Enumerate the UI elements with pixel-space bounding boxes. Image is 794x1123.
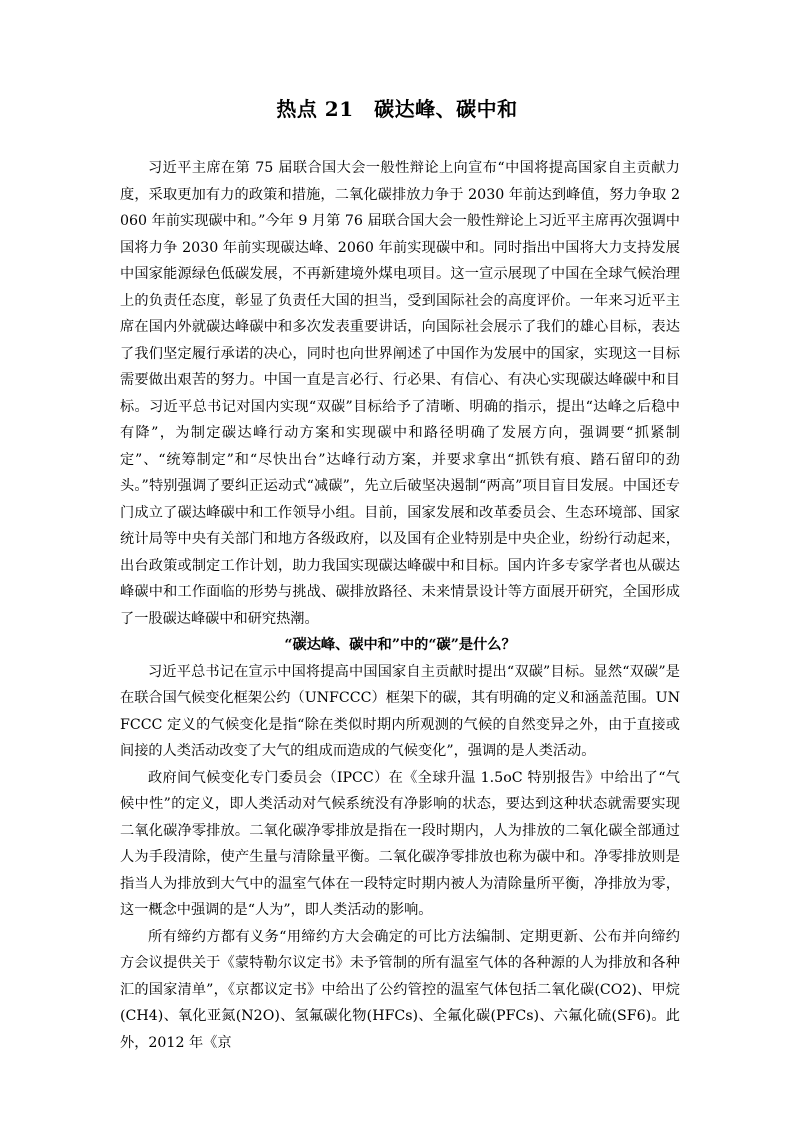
section-paragraph-2: 政府间气候变化专门委员会（IPCC）在《全球升温 1.5oC 特别报告》中给出了“气候中性”的定义，即人类活动对气候系统没有净影响的状态，要达到这种状态就需要实现二氧化碳净零排放。二氧化碳净零排放是指在一段时期内，人为排放的二氧化碳全部通过人为手段清除，使产生量与清除量平衡。二氧化碳净零排放也称为碳中和。净零排放则是指当人为排放到大气中的温室气体在一段特定时期内被人为清除量所平衡，净排放为零，这一概念中强调的是“人为”，即人类活动的影响。 [120,769,680,918]
section-heading: “碳达峰、碳中和”中的“碳”是什么？ [284,637,516,653]
intro-paragraph: 习近平主席在第 75 届联合国大会一般性辩论上向宣布“中国将提高国家自主贡献力度，采取更加有力的政策和措施，二氧化碳排放力争于 2030 年前达到峰值，努力争取 2060 年前实现碳中和。”今年 9 月第 76 届联合国大会一般性辩论上习近平主席再次强调中国将力争 2030 年前实现碳达峰、2060 年前实现碳中和。同时指出中国将大力支持发展中国家能源绿色低碳发展，不再新建境外煤电项目。这一宣示展现了中国在全球气候治理上的负责任态度，彰显了负责任大国的担当，受到国际社会的高度评价。一年来习近平主席在国内外就碳达峰碳中和多次发表重要讲话，向国际社会展示了我们的雄心目标，表达了我们坚定履行承诺的决心，同时也向世界阐述了中国作为发展中的国家，实现这一目标需要做出艰苦的努力。中国一直是言必行、行必果、有信心、有决心实现碳达峰碳中和目标。习近平总书记对国内实现“双碳”目标给予了清晰、明确的指示，提出“达峰之后稳中有降”，为制定碳达峰行动方案和实现碳中和路径明确了发展方向，强调要“抓紧制定”、“统筹制定”和“尽快出台”达峰行动方案，并要求拿出“抓铁有痕、踏石留印的劲头。”特别强调了要纠正运动式“减碳”，先立后破坚决遏制“两高”项目盲目发展。中国还专门成立了碳达峰碳中和工作领导小组。目前，国家发展和改革委员会、生态环境部、国家统计局等中央有关部门和地方各级政府，以及国有企业特别是中央企业，纷纷行动起来，出台政策或制定工作计划，助力我国实现碳达峰碳中和目标。国内许多专家学者也从碳达峰碳中和工作面临的形势与挑战、碳排放路径、未来情景设计等方面展开研究，全国形成了一股碳达峰碳中和研究热潮。 [120,160,680,627]
page-title: 热点 21 碳达峰、碳中和 [276,97,518,121]
section-paragraph-3: 所有缔约方都有义务“用缔约方大会确定的可比方法编制、定期更新、公布并向缔约方会议提供关于《蒙特勒尔议定书》未予管制的所有温室气体的各种源的人为排放和各种汇的国家清单”，《京都议定书》中给出了公约管控的温室气体包括二氧化碳(CO2)、甲烷(CH4)、氧化亚氮(N2O)、氢氟碳化物(HFCs)、全氟化碳(PFCs)、六氟化硫(SF6)。此外，2012 年《京 [120,928,680,1051]
document-body [120,155,680,1056]
section-paragraph-1: 习近平总书记在宣示中国将提高中国国家自主贡献时提出“双碳”目标。显然“双碳”是在联合国气候变化框架公约（UNFCCC）框架下的碳，其有明确的定义和涵盖范围。UNFCCC 定义的气候变化是指“除在类似时期内所观测的气候的自然变异之外，由于直接或间接的人类活动改变了大气的组成而造成的气候变化”，强调的是人类活动。 [120,663,680,759]
